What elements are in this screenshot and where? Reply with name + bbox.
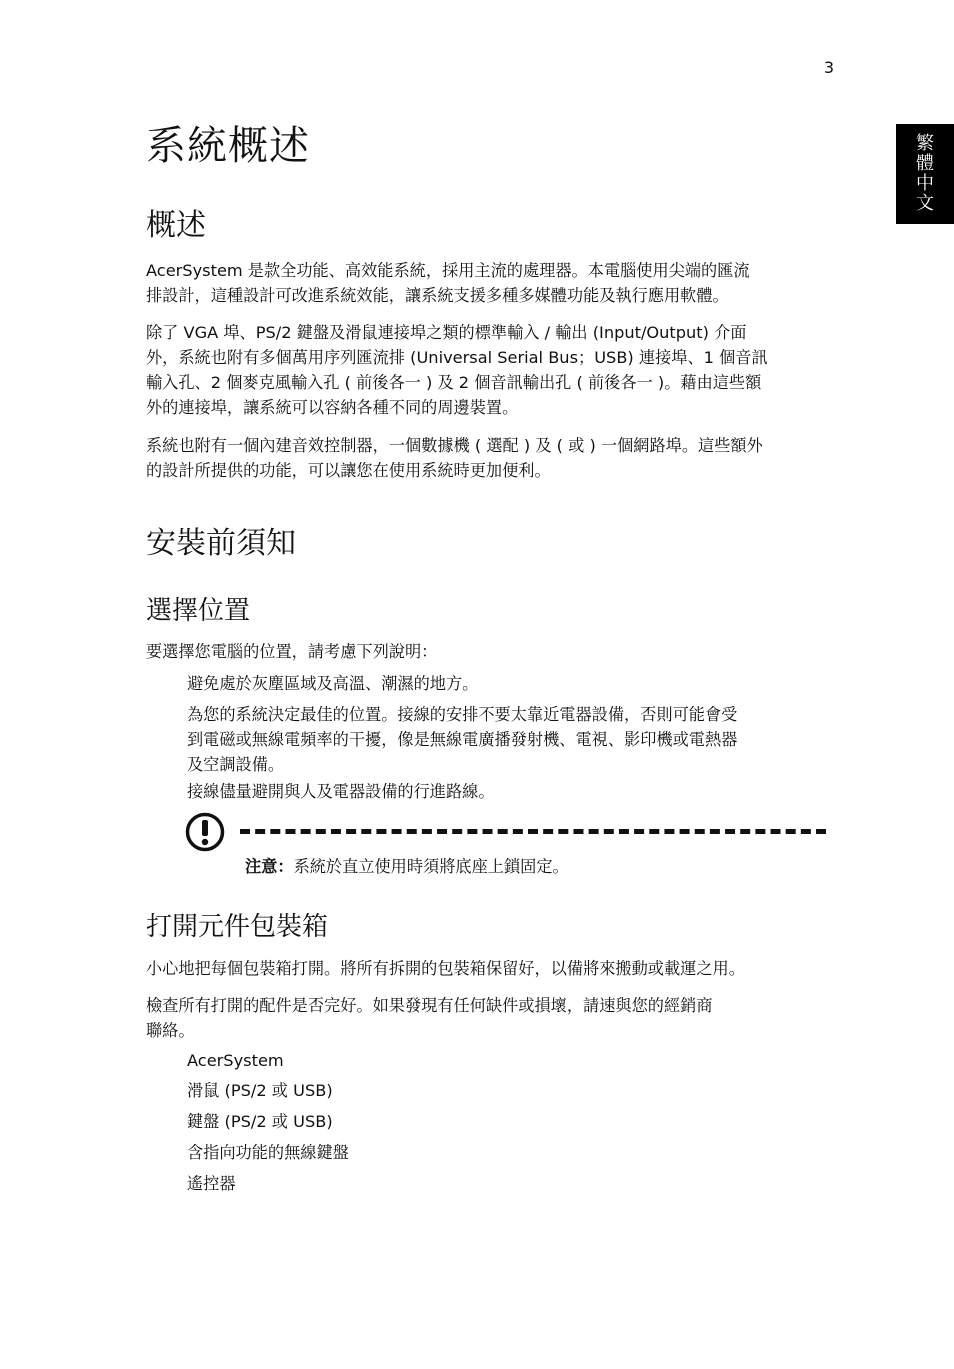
note-text: 系統於直立使用時須將底座上鎖固定。	[293, 857, 569, 876]
language-tab-char: 繁	[916, 133, 934, 154]
before-install-heading: 安裝前須知	[146, 526, 296, 561]
text-line: 為您的系統決定最佳的位置。接線的安排不要太靠近電器設備，否則可能會受	[187, 705, 738, 724]
overview-paragraph-1	[146, 258, 836, 308]
text-line: 的設計所提供的功能，可以讓您在使用系統時更加便利。	[146, 461, 551, 480]
unpack-paragraph-1	[146, 956, 836, 981]
text-line: AcerSystem 是款全功能、高效能系統，採用主流的處理器。本電腦使用尖端的匯流	[146, 261, 750, 280]
package-item: AcerSystem	[187, 1051, 284, 1070]
location-intro	[146, 639, 836, 664]
package-item: 含指向功能的無線鍵盤	[187, 1143, 349, 1162]
location-heading: 選擇位置	[146, 596, 251, 626]
text-line: 小心地把每個包裝箱打開。將所有拆開的包裝箱保留好，以備將來搬動或載運之用。	[146, 959, 745, 978]
unpack-paragraph-2	[146, 993, 836, 1043]
location-item	[187, 702, 737, 777]
text-line: 檢查所有打開的配件是否完好。如果發現有任何缺件或損壞，請速與您的經銷商	[146, 996, 713, 1015]
text-line: 外的連接埠，讓系統可以容納各種不同的周邊裝置。	[146, 398, 519, 417]
page-title: 系統概述	[146, 123, 310, 169]
text-line: 要選擇您電腦的位置，請考慮下列說明：	[146, 642, 438, 661]
language-tab	[896, 124, 954, 224]
warning-icon	[185, 812, 225, 852]
unpack-heading: 打開元件包裝箱	[146, 912, 329, 942]
text-line: 到電磁或無線電頻率的干擾，像是無線電廣播發射機、電視、影印機或電熱器	[187, 730, 738, 749]
overview-heading: 概述	[146, 208, 206, 243]
package-item: 遙控器	[187, 1174, 236, 1193]
text-line: 輸入孔、2 個麥克風輸入孔 ( 前後各一 ) 及 2 個音訊輸出孔 ( 前後各一 )。藉由這些額	[146, 373, 762, 392]
note-divider	[240, 829, 826, 835]
location-item: 避免處於灰塵區域及高溫、潮濕的地方。	[187, 674, 479, 693]
location-item: 接線儘量避開與人及電器設備的行進路線。	[187, 782, 495, 801]
language-tab-char: 中	[916, 173, 934, 194]
language-tab-char: 文	[916, 193, 934, 214]
text-line: 聯絡。	[146, 1021, 195, 1040]
package-item: 鍵盤 (PS/2 或 USB)	[187, 1112, 333, 1131]
text-line: 及空調設備。	[187, 755, 285, 774]
overview-paragraph-3	[146, 433, 836, 483]
page-number: 3	[823, 58, 834, 77]
text-line: 排設計，這種設計可改進系統效能，讓系統支援多種多媒體功能及執行應用軟體。	[146, 286, 729, 305]
note	[245, 854, 569, 879]
text-line: 除了 VGA 埠、PS/2 鍵盤及滑鼠連接埠之類的標準輸入 / 輸出 (Input/Output) 介面	[146, 323, 747, 342]
language-tab-char: 體	[916, 153, 934, 174]
text-line: 外，系統也附有多個萬用序列匯流排 (Universal Serial Bus；USB) 連接埠、1 個音訊	[146, 348, 768, 367]
text-line: 系統也附有一個內建音效控制器，一個數據機 ( 選配 ) 及 ( 或 ) 一個網路埠。這些額外	[146, 436, 763, 455]
note-label: 注意：	[245, 857, 294, 876]
overview-paragraph-2	[146, 320, 836, 420]
package-item: 滑鼠 (PS/2 或 USB)	[187, 1081, 333, 1100]
